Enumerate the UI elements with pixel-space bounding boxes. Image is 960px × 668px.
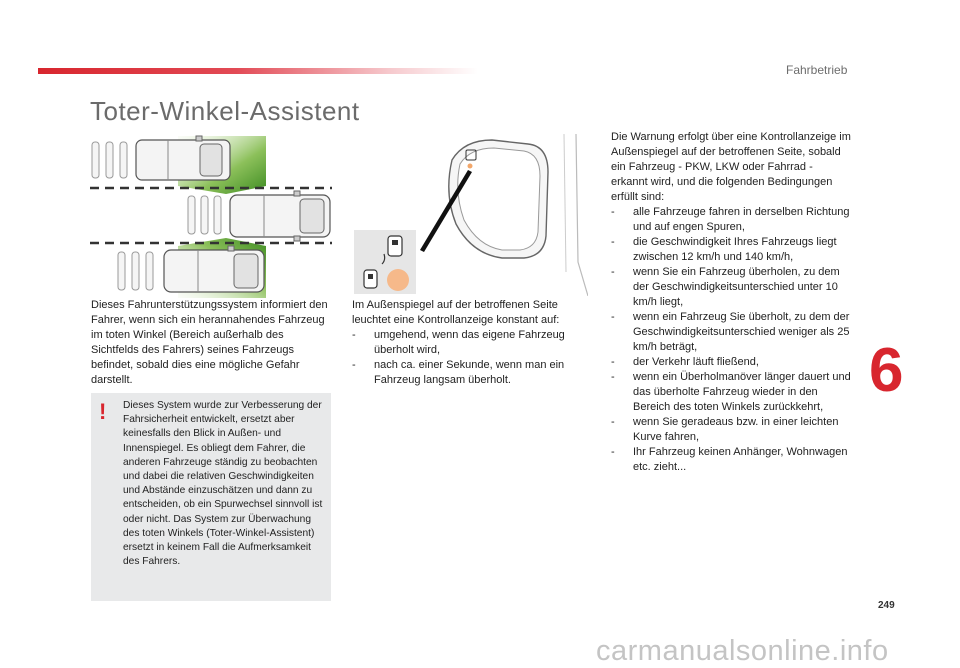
chapter-number: 6 [869, 336, 904, 405]
list-item: - wenn ein Überholmanöver länger dauert und das überholte Fahrzeug wieder in den Bereich des toten Winkels zurückkehrt, [611, 370, 851, 415]
intro-paragraph: Dieses Fahrunterstützungssystem informiert den Fahrer, wenn sich ein herannahendes Fahrzeug im toten Winkel (Bereich außerhalb des Sichtfelds des Fahrers) seines Fahrzeugs befindet, sobald dies eine mögliche Gefahr darstellt. [91, 299, 328, 386]
blind-spot-illustration [88, 132, 334, 300]
mirror-list [352, 328, 582, 388]
car-symbol-icon [388, 236, 402, 256]
mirror-indicator-light [468, 164, 473, 169]
list-item: - wenn ein Fahrzeug Sie überholt, zu dem der Geschwindigkeitsunterschied weniger als 25 km/h beträgt, [611, 310, 851, 355]
warning-text: Dieses System wurde zur Verbesserung der Fahrsicherheit entwickelt, ersetzt aber keinesfalls den Blick in Außen- und Innenspiegel. Es obliegt dem Fahrer, die anderen Fahrzeuge ständig zu beobachten und dabei die relativen Geschwindigkeiten und Abstände einzuschätzen und dann zu entscheiden, ob ein Spurwechsel sinnvoll ist oder nicht. Das System zur Überwachung des toten Winkels (Toter-Winkel-Assistent) ersetzt in keinem Fall die Aufmerksamkeit des Fahrers. [123, 400, 323, 568]
mirror-paragraph: Im Außenspiegel auf der betroffenen Seite leuchtet eine Kontrollanzeige konstant auf: [352, 299, 560, 326]
overtaking-vehicle-left [136, 136, 230, 180]
list-item: - der Verkehr läuft fließend, [611, 355, 851, 370]
list-item: - umgehend, wenn das eigene Fahrzeug überholt wird, [352, 328, 582, 358]
door-frame [564, 134, 566, 272]
page-title: Toter-Winkel-Assistent [90, 96, 360, 126]
header-accent-bar [38, 68, 478, 74]
exclamation-icon: ! [99, 399, 107, 424]
list-item: - nach ca. einer Sekunde, wenn man ein Fahrzeug langsam überholt. [352, 358, 582, 388]
list-item: - Ihr Fahrzeug keinen Anhänger, Wohnwagen etc. zieht... [611, 445, 851, 475]
list-item: - alle Fahrzeuge fahren in derselben Richtung und auf engen Spuren, [611, 205, 851, 235]
mirror-illustration [352, 132, 588, 296]
watermark: carmanualsonline.info [596, 635, 889, 667]
door-frame [576, 134, 588, 296]
warning-light-icon [387, 269, 409, 291]
section-title: Fahrbetrieb [786, 63, 848, 77]
conditions-list [611, 205, 851, 475]
list-item: - wenn Sie geradeaus bzw. in einer leichten Kurve fahren, [611, 415, 851, 445]
conditions-paragraph: Die Warnung erfolgt über eine Kontrollanzeige im Außenspiegel auf der betroffenen Seite, sobald ein Fahrzeug - PKW, LKW oder Fahrrad - erkannt wird, und die folgenden Bedingungen erfüllt sind: [611, 131, 851, 203]
own-vehicle [230, 191, 330, 241]
list-item: - die Geschwindigkeit Ihres Fahrzeugs liegt zwischen 12 km/h und 140 km/h, [611, 235, 851, 265]
overtaking-vehicle-right [164, 246, 264, 292]
list-item: - wenn Sie ein Fahrzeug überholen, zu dem der Geschwindigkeitsunterschied unter 10 km/h liegt, [611, 265, 851, 310]
warning-box [91, 393, 331, 601]
page-number: 249 [878, 600, 895, 611]
